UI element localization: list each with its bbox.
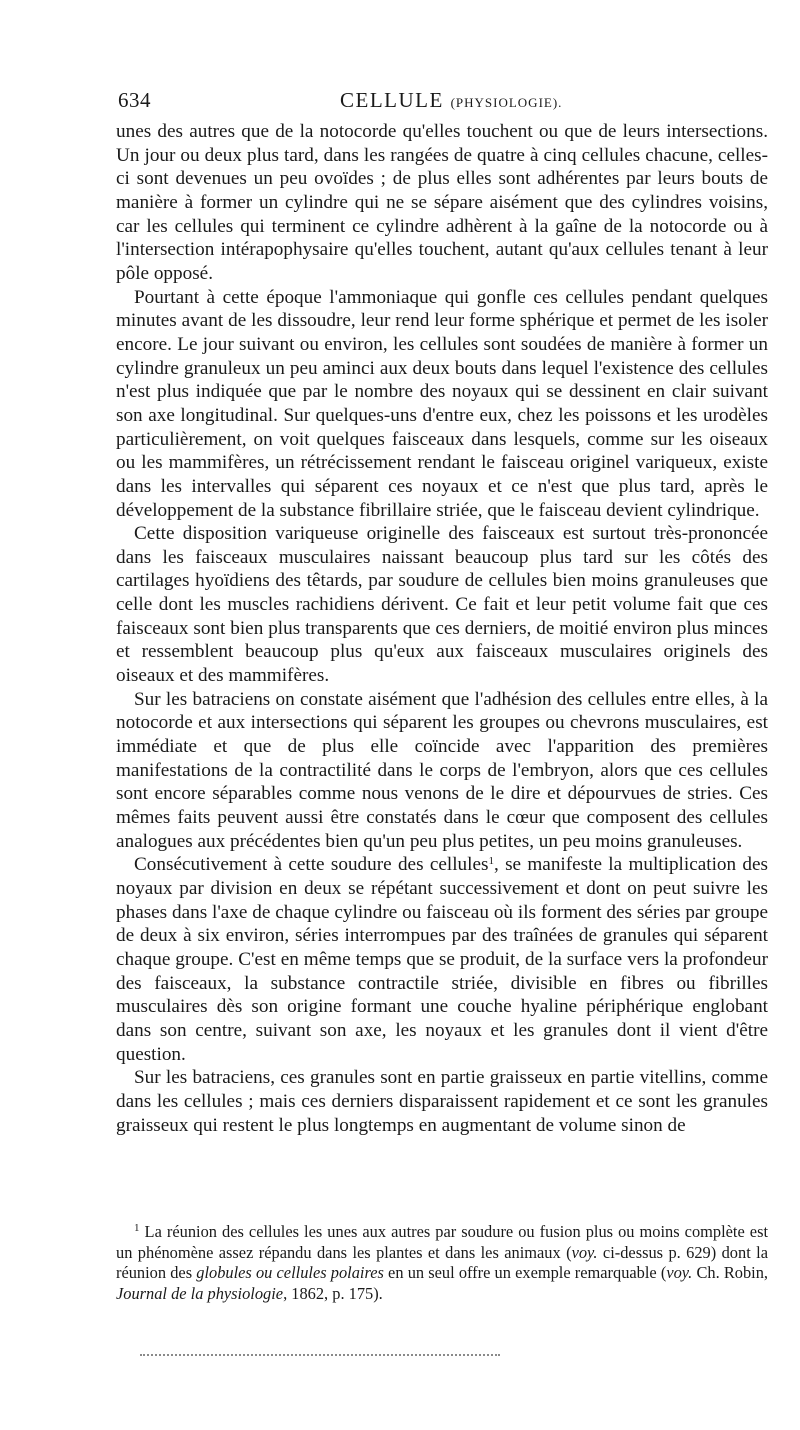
- paragraph: Consécutivement à cette soudure des cellules$^1$, se manifeste la multiplication des noyaux par division en deux se répétant successivement et dont on peut suivre les phases dans l'axe de chaque cylindre ou faisceau où ils forment des séries par groupe de deux à six environ, séries interrompues par des traînées de granules qui séparent chaque groupe. C'est en même temps que se produit, de la surface vers la profondeur des faisceaux, la substance contractile striée, divisible en fibres ou fibrilles musculaires dès son origine formant une couche hyaline périphérique englobant dans son centre, suivant son axe, les noyaux et les granules dont il vient d'être question.: [116, 854, 768, 1065]
- running-head-title: CELLULE: [340, 88, 444, 112]
- paragraph: Sur les batraciens on constate aisément que l'adhésion des cellules entre elles, à la notocorde et aux intersections qui séparent les groupes ou chevrons musculaires, est immédiate et que de plus elle coïncide avec l'apparition des premières manifestations de la contractilité dans le corps de l'embryon, alors que ces cellules sont encore séparables comme nous venons de le dire et dépourvues de stries. Ces mêmes faits peuvent aussi être constatés dans le cœur que composent des cellules analogues aux précédentes bien qu'un peu plus petites, un peu moins granuleuses.: [116, 688, 768, 852]
- footnotes: [116, 1222, 768, 1304]
- paragraph: Sur les batraciens, ces granules sont en partie graisseux en partie vitellins, comme dans les cellules ; mais ces derniers disparaissent rapidement et ce sont les granules graisseux qui restent le plus longtemps en augmentant de volume sinon de: [116, 1067, 768, 1136]
- page-number: 634: [118, 88, 151, 112]
- running-head: [340, 88, 562, 113]
- paragraph: unes des autres que de la notocorde qu'elles touchent ou que de leurs intersections. Un jour ou deux plus tard, dans les rangées de quatre à cinq cellules chacune, celles-ci sont devenues un peu ovoïdes ; de plus elles sont adhérentes par leurs bouts de manière à former un cylindre qui ne se sépare aisément que des cylindres voisins, car les cellules qui terminent ce cylindre adhèrent à la gaîne de la notocorde ou à l'intersection intérapophysaire qu'elles touchent, autant qu'aux cellules tenant à leur pôle opposé.: [116, 121, 768, 284]
- page-header: [118, 88, 768, 116]
- running-head-subtitle: (PHYSIOLOGIE).: [450, 95, 563, 110]
- paragraph: Pourtant à cette époque l'ammoniaque qui gonfle ces cellules pendant quelques minutes avant de les dissoudre, leur rend leur forme sphérique et permet de les isoler encore. Le jour suivant ou environ, les cellules sont soudées de manière à former un cylindre granuleux un peu aminci aux deux bouts dans lequel l'existence des cellules n'est plus indiquée que par le nombre des noyaux qui se dessinent en clair suivant son axe longitudinal. Sur quelques-uns d'entre eux, chez les poissons et les urodèles particulièrement, on voit quelques faisceaux dans lesquels, comme sur les oiseaux ou les mammifères, un rétrécissement rendant le faisceau originel variqueux, existe dans les intervalles qui séparent ces noyaux et ce n'est que plus tard, après le développement de la substance fibrillaire striée, que le faisceau devient cylindrique.: [116, 286, 768, 521]
- body-text: [116, 120, 768, 1137]
- footnote-reference: 1: [488, 855, 494, 868]
- footnote-marker: 1: [134, 1222, 140, 1234]
- footnote: $^1$ La réunion des cellules les unes aux autres par soudure ou fusion plus ou moins complète est un phénomène assez répandu dans les plantes et dans les animaux (voy. ci-dessus p. 629) dont la réunion des globules ou cellules polaires en un seul offre un exemple remarquable (voy. Ch. Robin, Journal de la physiologie, 1862, p. 175).: [116, 1222, 769, 1303]
- paragraph: Cette disposition variqueuse originelle des faisceaux est surtout très-prononcée dans les faisceaux musculaires naissant beaucoup plus tard sur les côtés des cartilages hyoïdiens des têtards, par soudure de cellules bien moins granuleuses que celle dont les muscles rachidiens dérivent. Ce fait et leur petit volume fait que ces faisceaux sont bien plus transparents que ces derniers, de moitié environ plus minces et ressemblent beaucoup plus qu'eux aux faisceaux musculaires originels des oiseaux et des mammifères.: [116, 523, 768, 687]
- bottom-rule: [140, 1354, 500, 1356]
